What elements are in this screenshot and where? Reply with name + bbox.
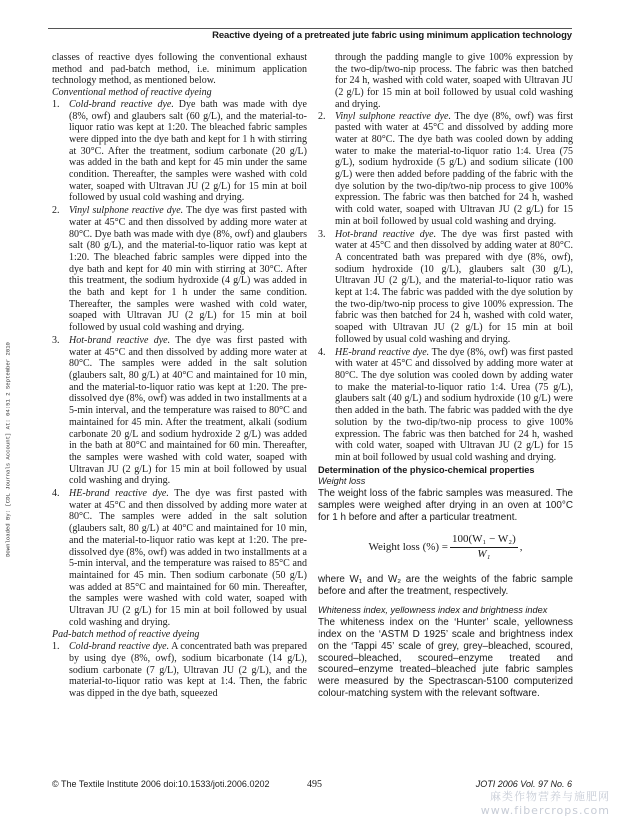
equation-denominator: W₁: [477, 548, 491, 561]
item-number: 3.: [52, 334, 60, 346]
footer-copyright-doi: © The Textile Institute 2006 doi:10.1533/joti.2006.0202: [52, 779, 270, 789]
item-number: 1.: [52, 641, 60, 653]
conventional-method-heading: Conventional method of reactive dyeing: [52, 87, 212, 99]
equation-fraction: [450, 534, 518, 560]
pad-batch-list: [52, 641, 307, 700]
list-item: [52, 335, 307, 487]
item-text: The dye (8%, owf) was first pasted with water at 45°C and dissolved by adding more water at 80°C. The dye bath was cooled down by adding water to make the material-to-liquor ratio 1:4. Urea (75 g/L), sodium hydroxide (5 g/L) and sodium silicate (100 g/L) were then added before padding of the fabric with the dye solution by the two-dip/two-nip process to give 100% expression. The fabric was then batched for 24 h, washed with cold water, soaped with Ultravan JU (2 g/L) for 15 min at boil followed by usual cold washing and drying.: [335, 110, 573, 227]
conventional-method-list: [52, 99, 307, 629]
page-number: 495: [307, 779, 322, 790]
physico-chemical-heading: Determination of the physico-chemical properties: [318, 464, 535, 475]
item-lead: Vinyl sulphone reactive dye.: [335, 110, 451, 122]
item-lead: HE-brand reactive dye.: [69, 488, 169, 500]
watermark-chinese: 麻类作物营养与施肥网: [490, 790, 610, 803]
weight-loss-heading: Weight loss: [318, 476, 366, 487]
item-lead: Cold-brand reactive dye.: [69, 641, 170, 653]
equation-tail: ,: [519, 540, 523, 553]
item-text: The dye was first pasted with water at 45°C and then dissolved by adding water at 80°C. A concentrated bath was prepared with dye (8%, owf), sodium hydroxide (10 g/L), glaubers salt (30 g/L), Ultravan JU (2 g/L), and the material-to-liquor ratio was kept at 1:4. The fabric was padded with the dye solution by the two-dip/two-nip process to give 100% expression. The fabric was then batched for 24 h, washed with cold water, soaped with Ultravan JU (2 g/L) for 15 min at boil followed by usual cold washing and drying.: [335, 228, 573, 345]
item-lead: HE-brand reactive dye.: [335, 346, 430, 358]
item-text: A concentrated bath was prepared by using dye (8%, owf), sodium bicarbonate (14 g/L), sodium carbonate (7 g/L), Ultravan JU (2 g/L), and the material-to-liquor ratio was kept at 1:4. Then, the fabric was dipped in the dye bath, squeezed: [69, 641, 307, 699]
intro-paragraph: classes of reactive dyes following the conventional exhaust method and pad-batch method, i.e. minimum application technology method, as mentioned below.: [52, 52, 307, 87]
weight-loss-equation: [318, 534, 573, 560]
running-head: Reactive dyeing of a pretreated jute fabric using minimum application technology: [212, 30, 572, 41]
item-number: 2.: [52, 205, 60, 217]
list-item: [52, 99, 307, 204]
header-rule: [48, 28, 572, 29]
site-watermark: [481, 790, 610, 818]
item-number: 2.: [318, 110, 326, 122]
item-number: 3.: [318, 228, 326, 240]
item-lead: Vinyl sulphone reactive dye.: [69, 205, 184, 217]
continued-paragraph: through the padding mangle to give 100% expression by the two-dip/two-nip process. The fabric was then batched for 24 h, washed with cold water, soaped with Ultravan JU (2 g/L) for 15 min at boil followed by usual cold washing and drying.: [335, 52, 573, 110]
item-text: The dye (8%, owf) was first pasted with water at 45°C and dissolved by adding more water at 80°C. The dye solution was cooled down by adding water to make the material-to-liquor ratio 1:4. Urea (75 g/L), glaubers salt (40 g/L) and sodium hydroxide (10 g/L) were then added in the bath. The fabric was padded with the dye solution by the two-dip/two-nip process to give 100% expression. The fabric was then batched for 24 h, washed with cold water, soaped with Ultravan JU (2 g/L) for 15 min at boil followed by usual cold washing and drying.: [335, 346, 573, 463]
item-lead: Hot-brand reactive dye.: [335, 228, 437, 240]
list-item: [52, 488, 307, 628]
equation-lhs: Weight loss (%) =: [368, 540, 449, 553]
item-text: The dye was first pasted with water at 45°C and then dissolved by adding more water at 80°C. Dye bath was made with dye (8%, owf) and glaubers salt (80 g/L), and the material-to-liquor ratio was kept at 1:20. The bleached fabric samples were dipped into the dye bath and kept for 40 min with stirring at 30°C. After this treatment, the sodium hydroxide (4 g/L) was added in the bath and kept for 1 h under the same condition. Thereafter, the samples were washed with cold water, soaped with Ultravan JU (2 g/L) for 15 min at boil followed by usual cold washing and drying.: [69, 205, 307, 334]
item-text: The dye was first pasted with water at 45°C and then dissolved by adding more water at 80°C. The samples were added in the salt solution (glaubers salt, 80 g/L) at 40°C and maintained for 10 min, and the material-to-liquor ratio was kept at 1:20. The pre-dissolved dye (8%, owf) was added in two installments at a 5-min interval, and the temperature was raised to 80°C and maintained for 45 min. After the treatment, alkali (sodium carbonate 20 g/L and sodium hydroxide 2 g/L) was added in the bath at 80°C and maintained for 60 min. Thereafter, the samples were washed with cold water, soaped with Ultravan JU (2 g/L) for 15 min at boil followed by usual cold washing and drying.: [69, 334, 307, 487]
item-text: Dye bath was made with dye (8%, owf) and glaubers salt (60 g/L), and the material-to-liquor ratio was kept at 1:20. The bleached fabric samples were dipped into the dye bath and kept for 1 h with stirring at 30°C. After the treatment, sodium carbonate (20 g/L) was added in the bath and kept for 45 min under the same condition. Thereafter, the samples were washed with cold water, soaped with Ultravan JU (2 g/L) for 15 min at boil followed by usual cold washing and drying.: [69, 98, 307, 204]
weight-loss-paragraph: The weight loss of the fabric samples was measured. The samples were weighed after drying in an oven at 100°C for 1 h before and after a particular treatment.: [318, 488, 573, 523]
list-item: [318, 111, 573, 228]
left-column: [52, 52, 307, 701]
pad-batch-heading: Pad-batch method of reactive dyeing: [52, 629, 200, 641]
item-number: 1.: [52, 98, 60, 110]
download-stamp: Downloaded By: [CDL Journals Account] At: 04:51 2 September 2010: [4, 342, 12, 557]
item-text: The dye was first pasted with water at 45°C and then dissolved by adding more water at 80°C. The samples were added in the salt solution (glaubers salt, 80 g/L) at 40°C and maintained for 10 min, and the material-to-liquor ratio was kept at 1:20. The pre-dissolved dye (8%, owf) was added in two installments at a 5-min interval, and the temperature was raised to 85°C and maintained for 45 min. Then sodium carbonate (50 g/L) was added at 85°C and maintained for 60 min. Thereafter, the samples were washed with cold water, soaped with Ultravan JU (2 g/L) for 15 min at boil followed by usual cold washing and drying.: [69, 488, 307, 628]
item-lead: Cold-brand reactive dye.: [69, 98, 174, 110]
list-item: [318, 229, 573, 346]
list-item: [52, 205, 307, 334]
whiteness-paragraph: The whiteness index on the ‘Hunter’ scale, yellowness index on the ‘ASTM D 1925’ scale and brightness index on the ‘Tappi 45’ scale of grey, grey–bleached, scoured, scoured–bleached, scoured–enzyme treated and scoured–enzyme treated–bleached jute fabric samples were measured by the Spectrascan-5100 computerized colour-matching system with the relevant software.: [318, 617, 573, 699]
item-lead: Hot-brand reactive dye.: [69, 334, 171, 346]
list-item: [318, 347, 573, 464]
list-item: [52, 641, 307, 700]
item-number: 4.: [318, 346, 326, 358]
equation-numerator: 100(W₁ − W₂): [450, 534, 518, 548]
pad-batch-list-continued: [318, 111, 573, 464]
right-column: [318, 52, 573, 700]
where-paragraph: where W₁ and W₂ are the weights of the fabric sample before and after the treatment, respectively.: [318, 573, 573, 597]
item-number: 4.: [52, 488, 60, 500]
whiteness-heading: Whiteness index, yellowness index and brightness index: [318, 605, 548, 616]
watermark-url: www.fibercrops.com: [480, 804, 610, 817]
footer-journal: JOTI 2006 Vol. 97 No. 6: [475, 779, 572, 789]
